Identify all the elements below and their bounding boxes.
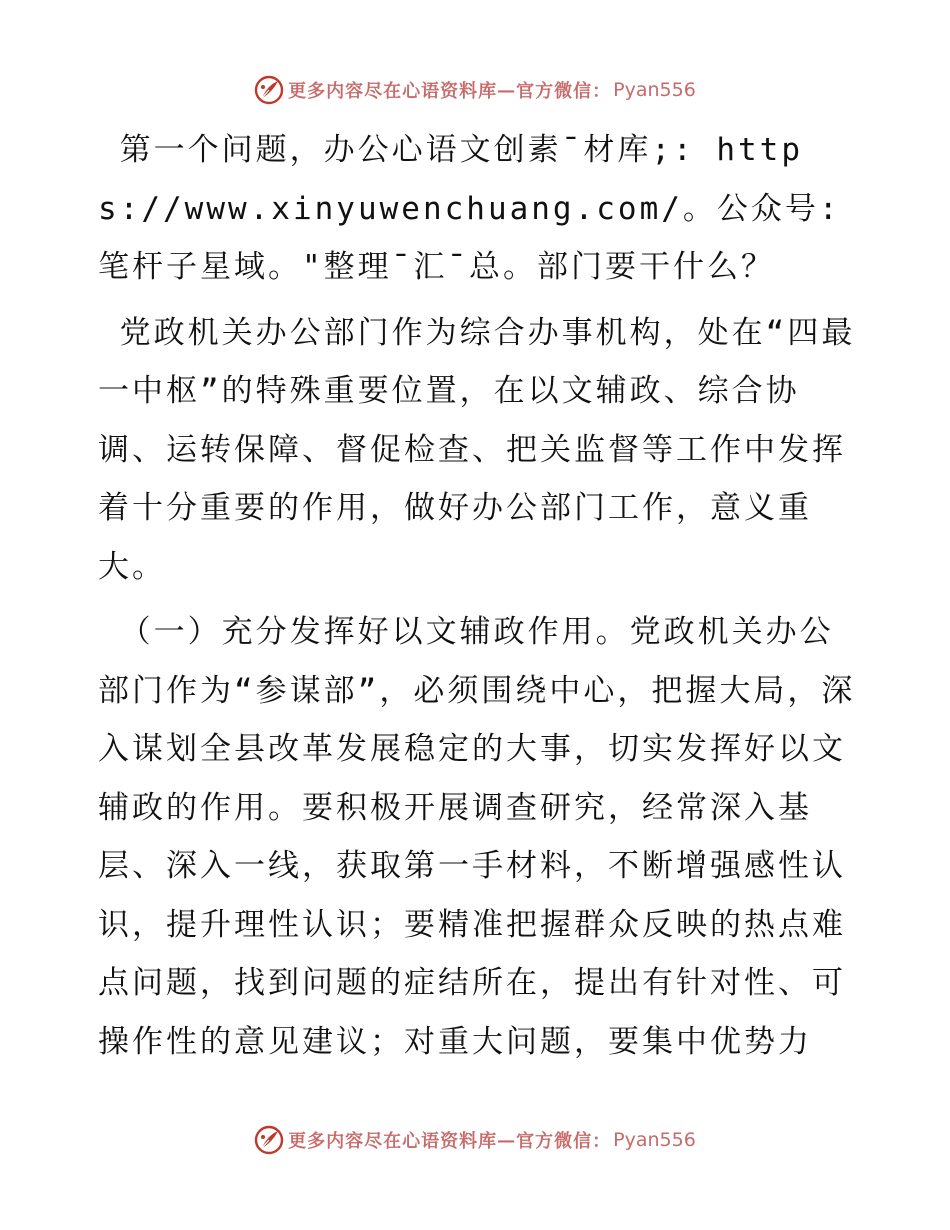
footer-watermark — [0, 1120, 950, 1160]
footer-wechat-label: 官方微信： — [516, 1131, 612, 1152]
header-watermark — [0, 70, 950, 110]
feather-pen-logo-icon — [254, 1125, 284, 1155]
paragraph-question-1: 第一个问题，办公心语文创素¯材库;: https://www.xinyuwenchuang.com/。公众号: 笔杆子星域。"整理¯汇¯总。部门要干什么？ — [98, 132, 863, 285]
footer-dash: — — [497, 1129, 517, 1151]
header-brand-text: 更多内容尽在心语资料库 — [288, 81, 498, 102]
footer-wechat-id: Pyan556 — [613, 1129, 696, 1151]
footer-brand-text: 更多内容尽在心语资料库 — [288, 1131, 498, 1152]
feather-pen-logo-icon — [254, 75, 284, 105]
header-dash: — — [497, 79, 517, 101]
paragraph-section-1: （一）充分发挥好以文辅政作用。党政机关办公部门作为“参谋部”，必须围绕中心，把握大局，深入谋划全县改革发展稳定的大事，切实发挥好以文辅政的作用。要积极开展调查研究，经常深入基层、深入一线，获取第一手材料，不断增强感性认识，提升理性认识；要精准把握群众反映的热点难点问题，找到问题的症结所在，提出有针对性、可操作性的意见建议；对重大问题，要集中优势力 — [98, 614, 856, 1060]
header-wechat-id: Pyan556 — [613, 79, 696, 101]
paragraph-office-role: 党政机关办公部门作为综合办事机构，处在“四最一中枢”的特殊重要位置，在以文辅政、综合协调、运转保障、督促检查、把关监督等工作中发挥着十分重要的作用，做好办公部门工作，意义重大。 — [98, 314, 856, 585]
document-body — [98, 121, 863, 1071]
header-wechat-label: 官方微信： — [516, 81, 612, 102]
